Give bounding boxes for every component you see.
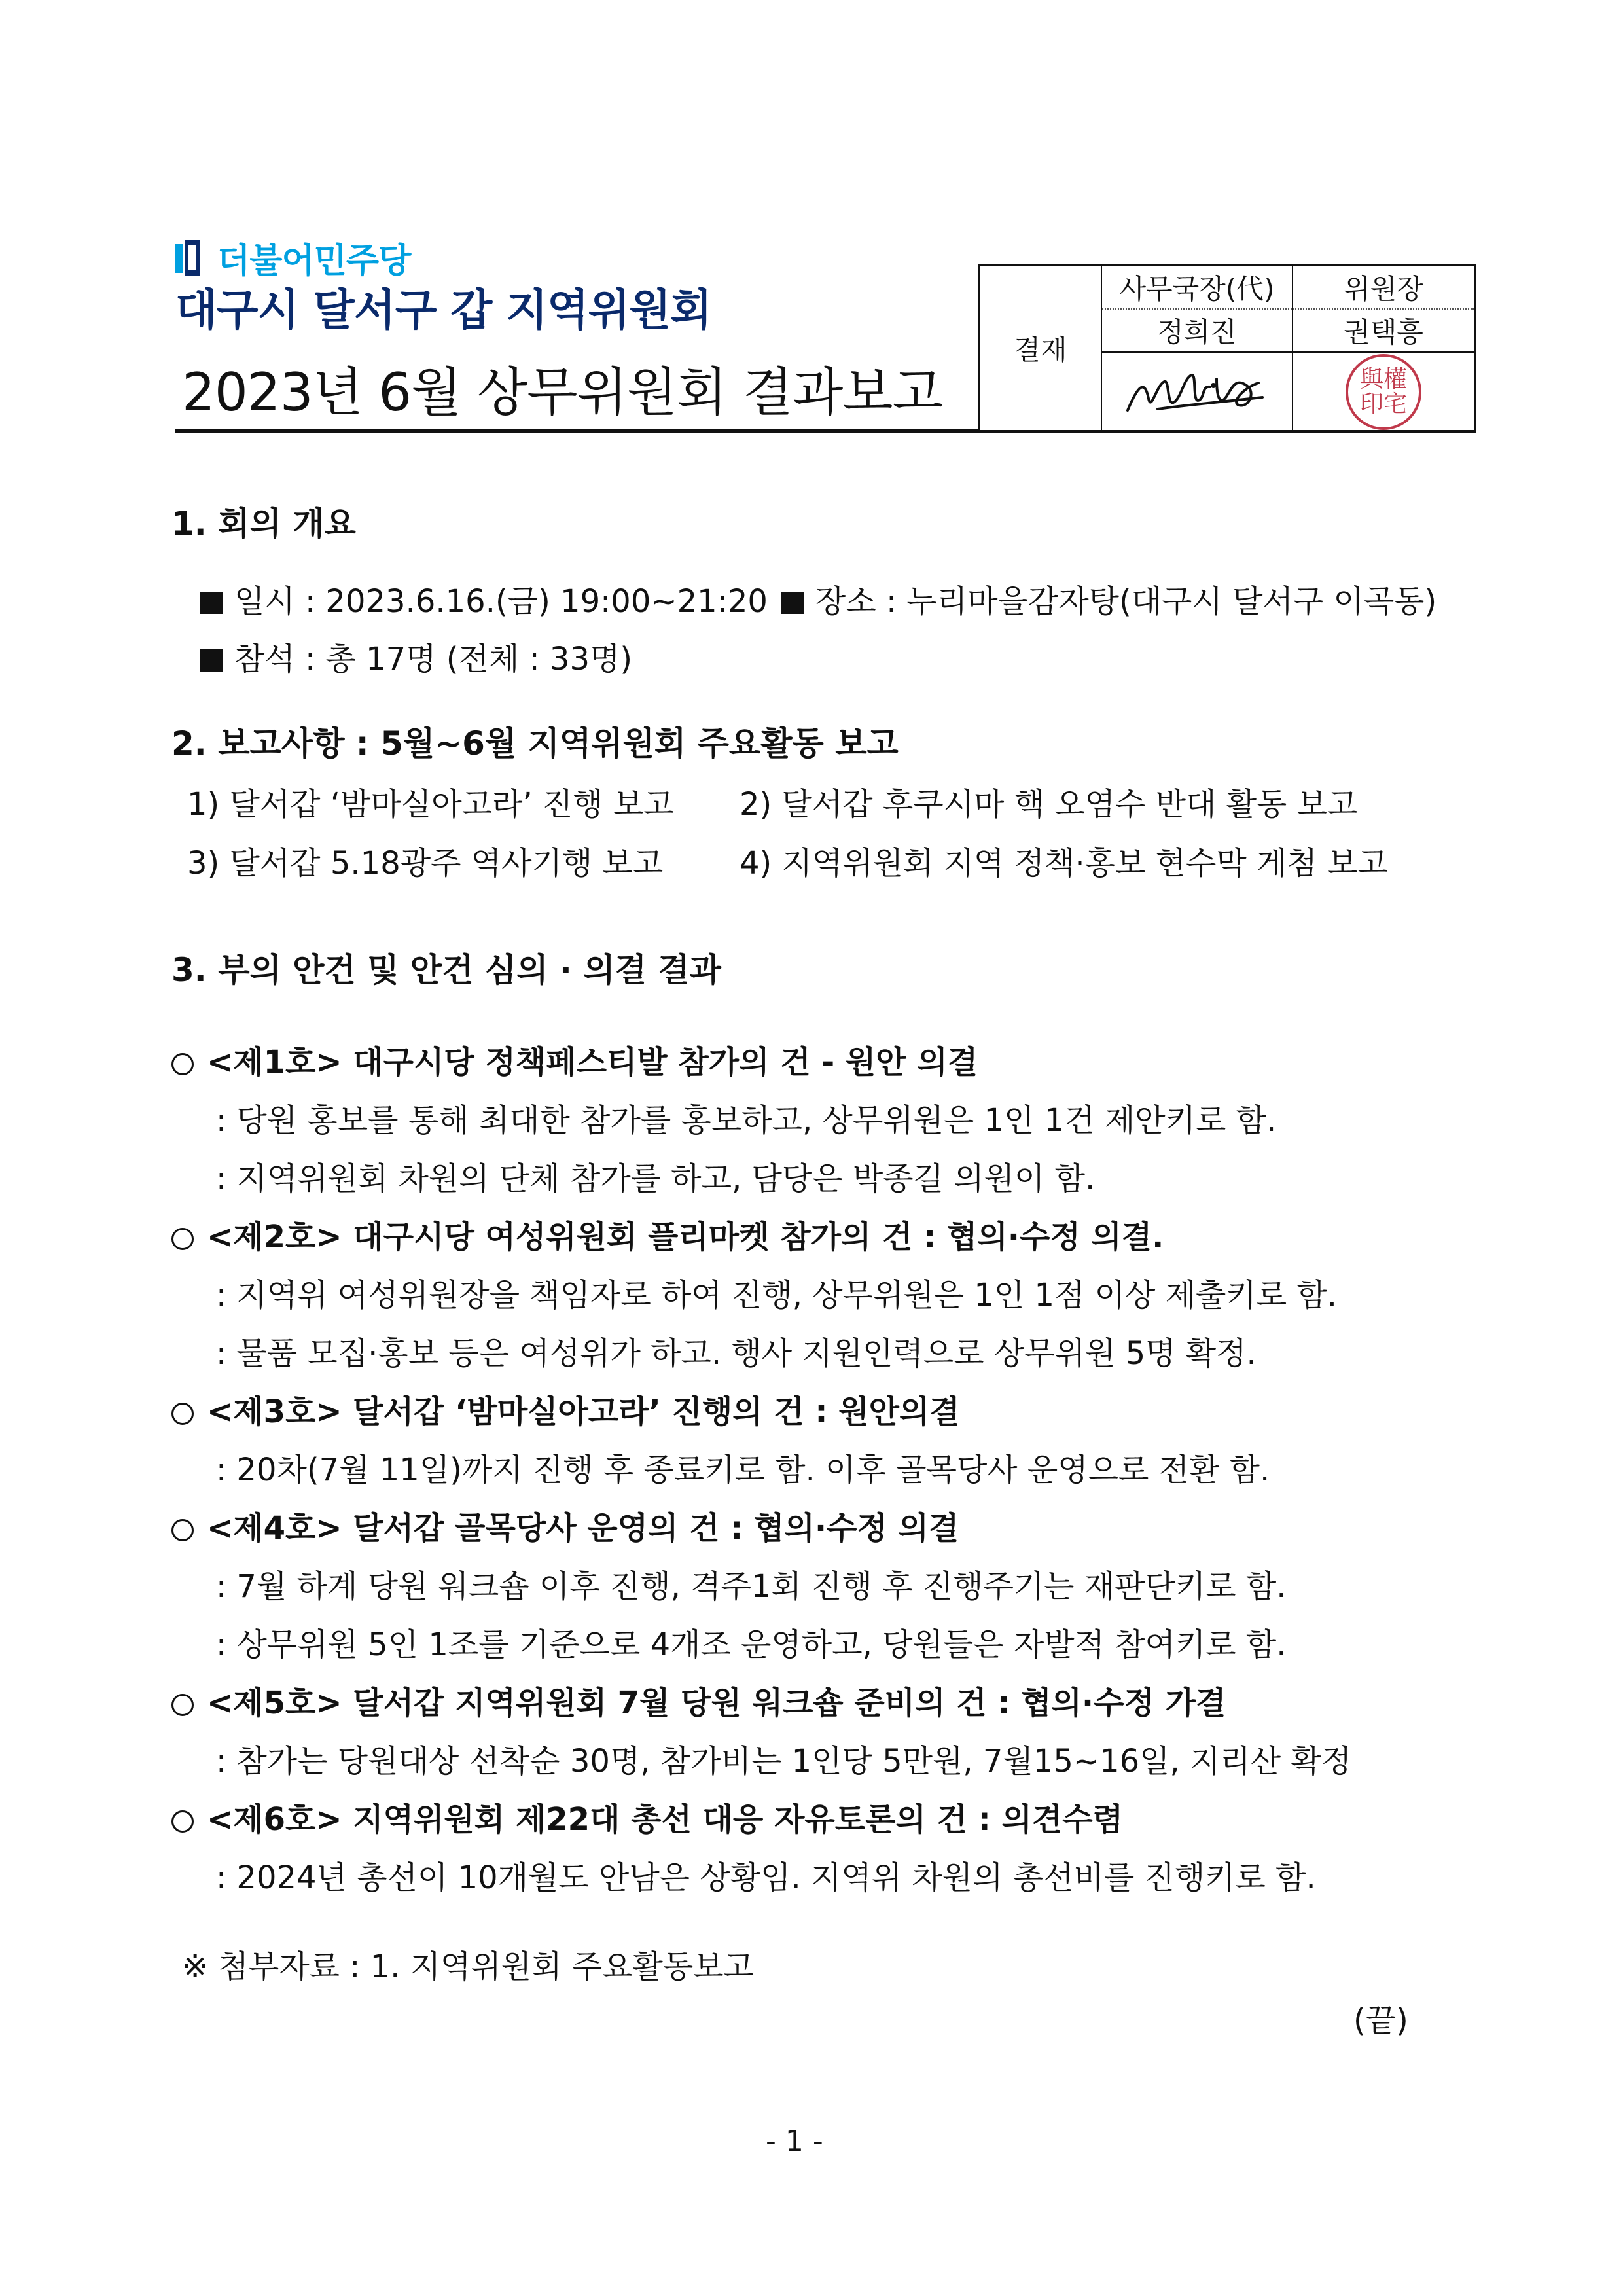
agenda-title-text: <제1호> 대구시당 정책페스티발 참가의 건 - 원안 의결: [207, 1044, 978, 1081]
agenda-note: : 지역위원회 차원의 단체 참가를 하고, 담당은 박종길 의원이 함.: [216, 1160, 1096, 1197]
agenda-title-text: <제4호> 달서갑 골목당사 운영의 건 : 협의·수정 의결: [207, 1510, 959, 1547]
report-item: 1) 달서갑 ‘밤마실아고라’ 진행 보고: [187, 786, 674, 823]
seal-cell: [1293, 353, 1474, 431]
agenda-note: : 상무위원 5인 1조를 기준으로 4개조 운영하고, 당원들은 자발적 참여키로 함.: [216, 1626, 1287, 1663]
agenda-title-text: <제3호> 달서갑 ‘밤마실아고라’ 진행의 건 : 원안의결: [207, 1393, 960, 1430]
bullet-square-icon: [781, 592, 804, 614]
agenda-title: [171, 1037, 978, 1082]
meeting-date-text: 일시 : 2023.6.16.(금) 19:00~21:20: [234, 583, 768, 620]
seal-stamp: 與權 印宅: [1346, 354, 1421, 430]
approval-name: 권택흥: [1293, 310, 1474, 353]
bullet-circle-icon: [171, 1810, 194, 1833]
approval-column-secretary: [1102, 266, 1293, 430]
signature: [1102, 353, 1292, 431]
agenda-title: [171, 1211, 1164, 1257]
agenda-note: : 지역위 여성위원장을 책임자로 하여 진행, 상무위원은 1인 1점 이상 제출키로 함.: [216, 1277, 1338, 1314]
bullet-circle-icon: [171, 1403, 194, 1425]
approval-name: 정희진: [1102, 310, 1292, 353]
committee-name: 대구시 달서구 갑 지역위원회: [175, 285, 712, 335]
agenda-title-text: <제5호> 달서갑 지역위원회 7월 당원 워크숍 준비의 건 : 협의·수정 가결: [207, 1685, 1226, 1721]
agenda-title-text: <제6호> 지역위원회 제22대 총선 대응 자유토론의 건 : 의견수렴: [207, 1801, 1123, 1838]
end-mark: (끝): [1353, 2002, 1408, 2039]
report-item: 2) 달서갑 후쿠시마 핵 오염수 반대 활동 보고: [740, 786, 1358, 823]
approval-role: 사무국장(代): [1102, 266, 1292, 310]
agenda-note: : 참가는 당원대상 선착순 30명, 참가비는 1인당 5만원, 7월15~16일, 지리산 확정: [216, 1743, 1352, 1780]
section3-heading: 3. 부의 안건 및 안건 심의 · 의결 결과: [171, 951, 721, 989]
approval-role: 위원장: [1293, 266, 1474, 310]
bullet-circle-icon: [171, 1519, 194, 1541]
page-title: 2023년 6월 상무위원회 결과보고: [182, 362, 942, 423]
bullet-square-icon: [200, 649, 223, 672]
meeting-place: [781, 576, 1436, 621]
attachment-note: ※ 첨부자료 : 1. 지역위원회 주요활동보고: [182, 1948, 754, 1985]
attendance: [200, 634, 632, 679]
bullet-circle-icon: [171, 1694, 194, 1716]
agenda-title: [171, 1794, 1123, 1839]
agenda-note: : 20차(7월 11일)까지 진행 후 종료키로 함. 이후 골목당사 운영으로 전환 함.: [216, 1452, 1270, 1488]
bullet-circle-icon: [171, 1228, 194, 1250]
agenda-note: : 당원 홍보를 통해 최대한 참가를 홍보하고, 상무위원은 1인 1건 제안키로 함.: [216, 1102, 1277, 1139]
agenda-title: [171, 1386, 960, 1431]
bullet-square-icon: [200, 592, 223, 614]
agenda-title: [171, 1503, 959, 1548]
section1-heading: 1. 회의 개요: [171, 505, 356, 543]
approval-column-chair: [1293, 266, 1474, 430]
bullet-circle-icon: [171, 1053, 194, 1075]
party-name: 더불어민주당: [217, 242, 411, 281]
report-item: 3) 달서갑 5.18광주 역사기행 보고: [187, 845, 664, 882]
meeting-date: [200, 576, 768, 621]
agenda-title-text: <제2호> 대구시당 여성위원회 플리마켓 참가의 건 : 협의·수정 의결.: [207, 1219, 1164, 1255]
party-logo-icon: [175, 240, 200, 276]
meeting-place-text: 장소 : 누리마을감자탕(대구시 달서구 이곡동): [815, 583, 1437, 620]
agenda-note: : 7월 하계 당원 워크숍 이후 진행, 격주1회 진행 후 진행주기는 재판단키로 함.: [216, 1568, 1287, 1605]
attendance-text: 참석 : 총 17명 (전체 : 33명): [234, 641, 633, 677]
title-underline: [175, 429, 980, 433]
signature-mark: [1118, 359, 1275, 425]
section2-heading: 2. 보고사항 : 5월~6월 지역위원회 주요활동 보고: [171, 725, 899, 762]
agenda-note: : 물품 모집·홍보 등은 여성위가 하고. 행사 지원인력으로 상무위원 5명 확정.: [216, 1335, 1257, 1372]
agenda-title: [171, 1677, 1226, 1723]
approval-table: [978, 264, 1476, 433]
page-number: - 1 -: [766, 2125, 823, 2158]
report-item: 4) 지역위원회 지역 정책·홍보 현수막 게첨 보고: [740, 845, 1388, 882]
agenda-note: : 2024년 총선이 10개월도 안남은 상황임. 지역위 차원의 총선비를 진행키로 함.: [216, 1859, 1316, 1896]
approval-label: 결재: [980, 266, 1102, 430]
